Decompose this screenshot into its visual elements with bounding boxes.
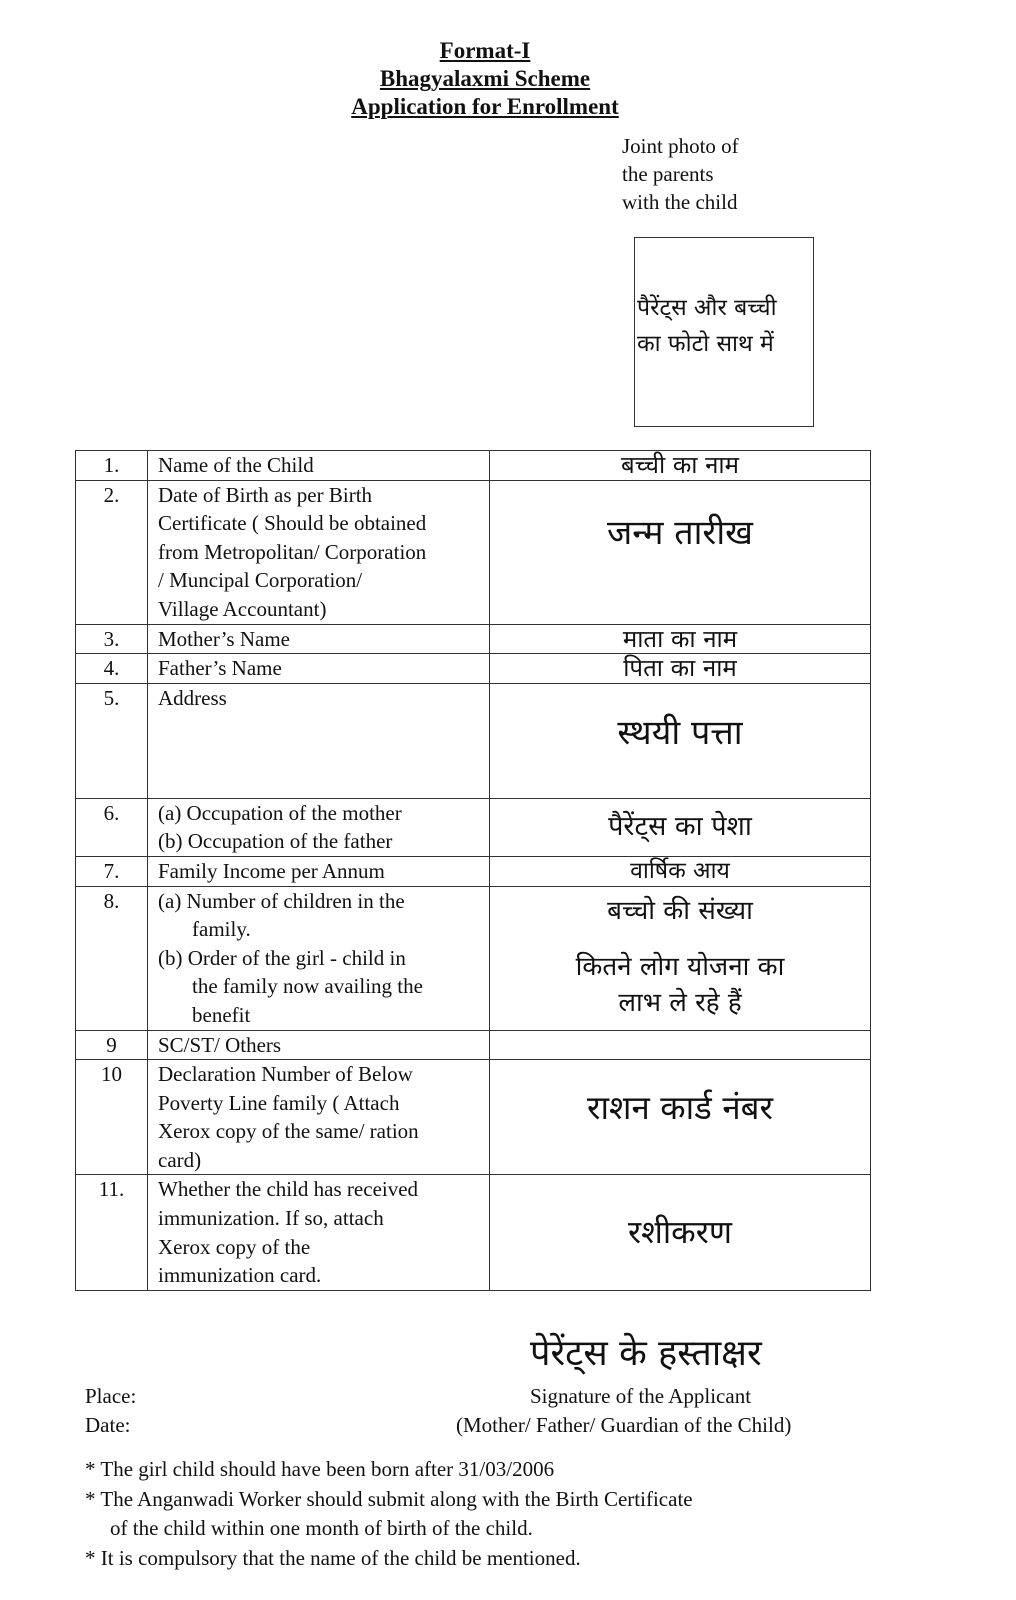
row-label	[148, 451, 490, 481]
label-line: Xerox copy of the	[158, 1234, 311, 1259]
label-line: Declaration Number of Below	[158, 1062, 413, 1087]
table-row	[76, 624, 871, 654]
form-format-title: Format-I	[439, 38, 531, 63]
table-row	[76, 683, 871, 798]
hindi-line: राशन कार्ड नंबर	[587, 1087, 773, 1127]
hindi-line: पिता का नाम	[623, 654, 737, 683]
note-line: of the child within one month of birth of the child.	[110, 1516, 533, 1540]
hindi-line: लाभ ले रहे हैं	[618, 987, 742, 1018]
label-line: benefit	[192, 1002, 251, 1027]
label-line: Village Accountant)	[158, 596, 327, 621]
row-label	[148, 654, 490, 684]
note-line: * It is compulsory that the name of the child be mentioned.	[85, 1545, 581, 1570]
row-number: 7.	[76, 856, 148, 886]
signature-hindi: पेरेंट्स के हस्ताक्षर	[530, 1333, 762, 1374]
label-line: Address	[158, 685, 227, 710]
place-label: Place:	[85, 1384, 137, 1408]
label-line: from Metropolitan/ Corporation	[158, 539, 427, 564]
row-hindi-value	[490, 624, 871, 654]
label-line: (b) Occupation of the father	[158, 829, 393, 854]
row-number: 2.	[76, 480, 148, 624]
label-line: immunization card.	[158, 1263, 322, 1288]
row-label	[148, 624, 490, 654]
note-line: * The girl child should have been born after 31/03/2006	[85, 1457, 555, 1481]
label-line: card)	[158, 1147, 202, 1172]
row-hindi-value	[490, 798, 871, 856]
hindi-line: रशीकरण	[628, 1213, 732, 1252]
signature-label: Signature of the Applicant	[530, 1384, 752, 1408]
label-line: Poverty Line family ( Attach	[158, 1090, 400, 1115]
row-number: 3.	[76, 624, 148, 654]
hindi-line: कितने लोग योजना का	[575, 951, 785, 982]
row-number: 5.	[76, 683, 148, 798]
row-label	[148, 798, 490, 856]
scheme-title: Bhagyalaxmi Scheme	[379, 66, 591, 91]
table-row	[76, 856, 871, 886]
photo-hindi-line: पैरेंट्स और बच्ची	[637, 295, 777, 321]
hindi-line: बच्चो की संख्या	[607, 895, 753, 926]
label-line: (a) Number of children in the	[158, 888, 405, 913]
row-hindi-value	[490, 856, 871, 886]
spacer	[490, 929, 870, 949]
date-label: Date:	[85, 1413, 131, 1437]
photo-hindi-note	[637, 290, 777, 362]
label-line: the family now availing the	[192, 974, 423, 999]
row-label	[148, 886, 490, 1030]
row-label	[148, 683, 490, 798]
hindi-line: पैरेंट्स का पेशा	[608, 811, 752, 843]
hindi-line: वार्षिक आय	[630, 857, 730, 884]
label-line: (b) Order of the girl - child in	[158, 945, 406, 970]
label-line: Certificate ( Should be obtained	[158, 511, 427, 536]
note-line: * The Anganwadi Worker should submit along with the Birth Certificate	[85, 1486, 693, 1511]
photo-hindi-line: का फोटो साथ में	[637, 331, 774, 357]
table-row	[76, 1175, 871, 1290]
row-number: 11.	[76, 1175, 148, 1290]
table-row	[76, 451, 871, 481]
row-hindi-value	[490, 654, 871, 684]
signature-sublabel: (Mother/ Father/ Guardian of the Child)	[456, 1413, 792, 1437]
hindi-line: बच्ची का नाम	[620, 451, 739, 479]
notes	[85, 1455, 693, 1573]
row-hindi-value	[490, 1060, 871, 1175]
application-title: Application for Enrollment	[351, 94, 619, 119]
row-hindi-value	[490, 886, 871, 1030]
photo-caption-line: the parents	[622, 162, 714, 186]
row-hindi-value	[490, 1175, 871, 1290]
table-row	[76, 654, 871, 684]
row-number: 6.	[76, 798, 148, 856]
label-line: Name of the Child	[158, 453, 314, 477]
hindi-line: जन्म तारीख	[607, 512, 753, 553]
row-number: 10	[76, 1060, 148, 1175]
row-label	[148, 480, 490, 624]
row-number: 1.	[76, 451, 148, 481]
label-line: (a) Occupation of the mother	[158, 800, 402, 825]
row-number: 8.	[76, 886, 148, 1030]
row-hindi-value	[490, 683, 871, 798]
table-row	[76, 1060, 871, 1175]
row-label	[148, 1060, 490, 1175]
label-line: family.	[192, 917, 251, 942]
label-line: / Muncipal Corporation/	[158, 568, 363, 593]
table-row	[76, 886, 871, 1030]
label-line: Family Income per Annum	[158, 858, 385, 883]
photo-caption-line: Joint photo of	[622, 134, 739, 158]
row-label	[148, 1030, 490, 1060]
hindi-line: माता का नाम	[622, 624, 738, 653]
row-number: 9	[76, 1030, 148, 1060]
photo-caption-line: with the child	[622, 190, 738, 214]
photo-box	[634, 237, 814, 427]
enrollment-form-table	[75, 450, 871, 1291]
row-label	[148, 1175, 490, 1290]
row-number: 4.	[76, 654, 148, 684]
label-line: Mother’s Name	[158, 626, 290, 651]
label-line: SC/ST/ Others	[158, 1032, 282, 1057]
row-hindi-value	[490, 480, 871, 624]
row-hindi-value	[490, 451, 871, 481]
table-row	[76, 798, 871, 856]
label-line: Date of Birth as per Birth	[158, 482, 373, 507]
label-line: Xerox copy of the same/ ration	[158, 1119, 419, 1144]
photo-caption	[622, 132, 739, 216]
table-row	[76, 1030, 871, 1060]
table-row	[76, 480, 871, 624]
row-hindi-value	[490, 1030, 871, 1060]
row-label	[148, 856, 490, 886]
label-line: immunization. If so, attach	[158, 1206, 384, 1231]
label-line: Father’s Name	[158, 656, 282, 681]
hindi-line: स्थयी पत्ता	[617, 713, 743, 754]
label-line: Whether the child has received	[158, 1177, 419, 1202]
